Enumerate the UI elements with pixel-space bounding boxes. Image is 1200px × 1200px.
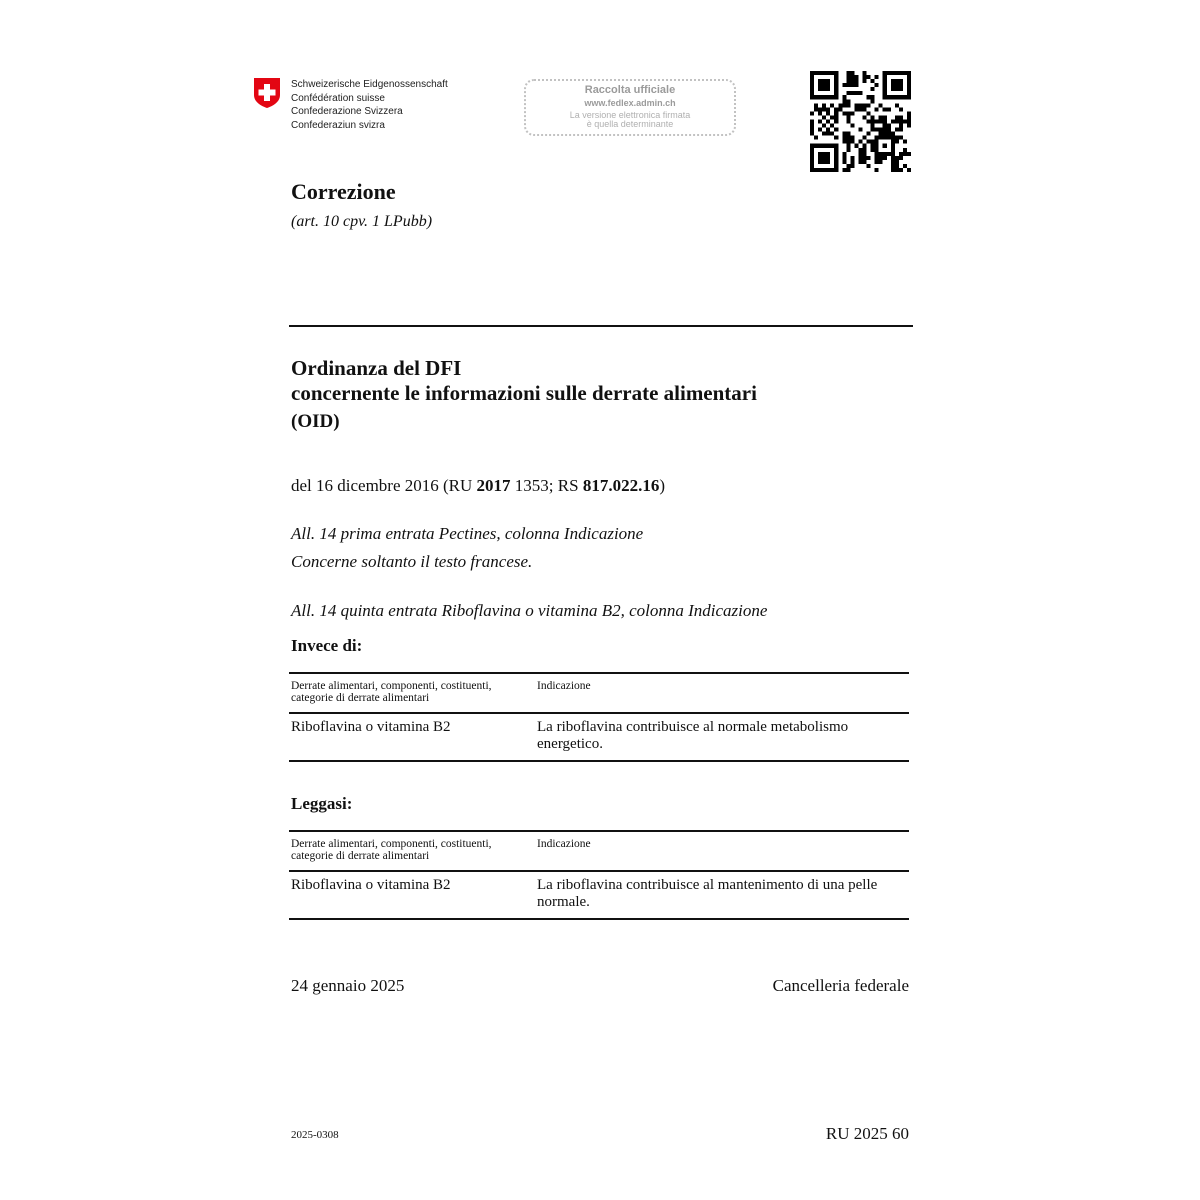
date-suffix: ): [659, 476, 665, 495]
stamp-url: www.fedlex.admin.ch: [584, 98, 676, 108]
table-rule-bottom: [289, 918, 909, 920]
read-as-table: [289, 830, 909, 920]
table-cell-indication: La riboflavina contribuisce al mantenimento di una pelle normale.: [537, 877, 878, 910]
signature-date: 24 gennaio 2025: [291, 976, 405, 995]
ordinance-abbreviation: (OID): [291, 411, 340, 432]
stamp-title: Raccolta ufficiale: [584, 84, 676, 96]
document-title: Correzione: [291, 179, 396, 204]
confederation-name-de: Schweizerische Eidgenossenschaft: [291, 79, 448, 90]
table-rule-mid: [289, 870, 909, 872]
confederation-name-it: Confederazione Svizzera: [291, 106, 403, 117]
ordinance-date-line: [291, 476, 665, 496]
section-divider: [289, 325, 913, 327]
ordinance-title-line-2: concernente le informazioni sulle derrate alimentari: [291, 381, 757, 405]
qr-code-icon: [810, 71, 911, 172]
stamp-note-2: è quella determinante: [586, 119, 674, 129]
table-cell-indication: La riboflavina contribuisce al normale metabolismo energetico.: [537, 719, 849, 752]
instead-of-heading: Invece di:: [291, 636, 363, 655]
swiss-flag-icon: [253, 77, 281, 109]
ru-year: 2017: [476, 476, 511, 495]
correction-1-location: All. 14 prima entrata Pectines, colonna Indicazione: [291, 524, 644, 543]
instead-of-table: [289, 672, 909, 762]
correction-2-location: All. 14 quinta entrata Riboflavina o vitamina B2, colonna Indicazione: [291, 601, 768, 620]
ordinance-title: [291, 356, 757, 406]
official-collection-stamp: [524, 79, 736, 136]
issuing-authority: Cancelleria federale: [772, 976, 909, 995]
document-reference: 2025-0308: [291, 1129, 339, 1141]
date-prefix: del 16 dicembre 2016 (RU: [291, 476, 477, 495]
table-rule-mid: [289, 712, 909, 714]
stamp-note-1: La versione elettronica firmata: [569, 110, 691, 120]
official-collection-number: RU 2025 60: [825, 1124, 909, 1143]
document-subtitle: (art. 10 cpv. 1 LPubb): [291, 213, 433, 230]
confederation-names: [291, 78, 448, 132]
correction-1-note: Concerne soltanto il testo francese.: [291, 552, 533, 571]
table-cell-foodstuff: Riboflavina o vitamina B2: [291, 719, 451, 735]
table-header-indication: Indicazione: [537, 680, 591, 692]
table-rule-top: [289, 830, 909, 832]
ru-page: 1353; RS: [510, 476, 583, 495]
table-rule-top: [289, 672, 909, 674]
confederation-name-rm: Confederaziun svizra: [291, 119, 385, 131]
rs-number: 817.022.16: [582, 476, 660, 495]
table-header-indication: Indicazione: [537, 838, 591, 850]
confederation-name-fr: Confédération suisse: [291, 92, 385, 104]
table-header-foodstuffs: Derrate alimentari, componenti, costituenti, categorie di derrate alimentari: [291, 680, 492, 704]
table-rule-bottom: [289, 760, 909, 762]
ordinance-title-line-1: Ordinanza del DFI: [291, 356, 462, 380]
table-header-foodstuffs: Derrate alimentari, componenti, costituenti, categorie di derrate alimentari: [291, 838, 492, 862]
table-cell-foodstuff: Riboflavina o vitamina B2: [291, 877, 451, 893]
read-as-heading: Leggasi:: [291, 794, 353, 813]
